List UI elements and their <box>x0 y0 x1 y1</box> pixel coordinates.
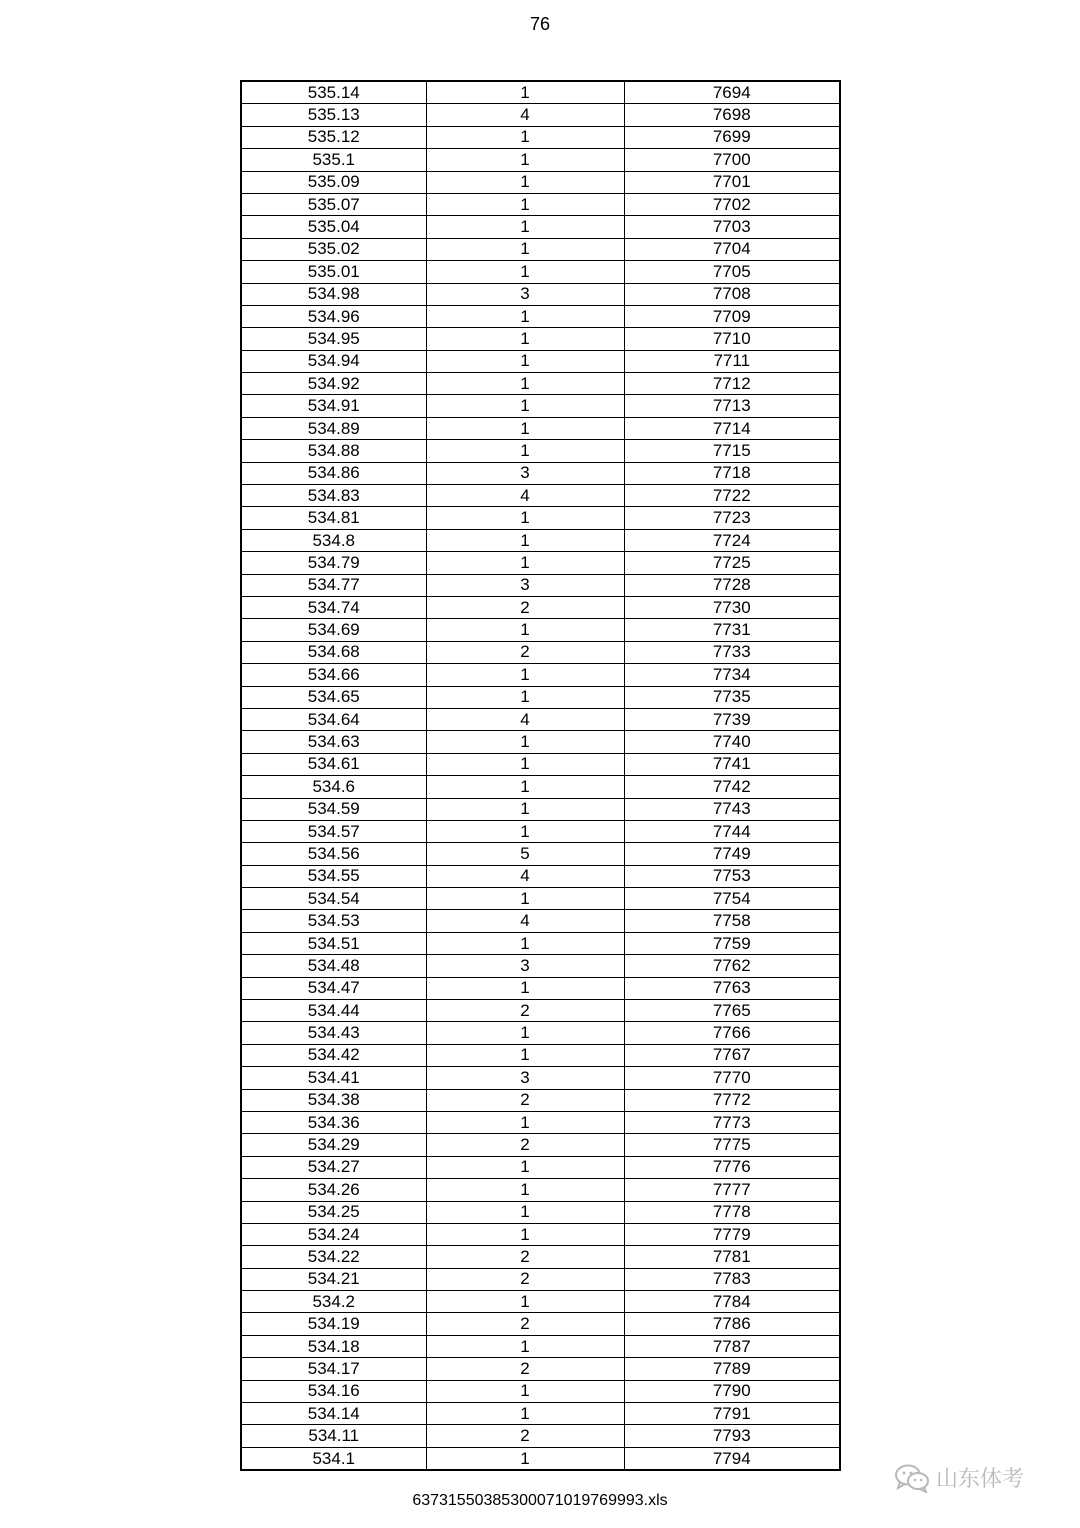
count-cell: 4 <box>426 910 624 932</box>
count-cell: 1 <box>426 1291 624 1313</box>
score-cell: 534.88 <box>241 440 426 462</box>
table-row <box>241 238 840 260</box>
score-cell: 534.24 <box>241 1223 426 1245</box>
table-body <box>241 81 840 1470</box>
count-cell: 1 <box>426 1403 624 1425</box>
count-cell: 2 <box>426 1000 624 1022</box>
cumulative-cell: 7766 <box>624 1022 840 1044</box>
watermark-text: 山东体考 <box>936 1467 1025 1492</box>
page-number: 76 <box>529 14 551 34</box>
count-cell: 1 <box>426 305 624 327</box>
table-row <box>241 1067 840 1089</box>
count-cell: 1 <box>426 328 624 350</box>
table-row <box>241 776 840 798</box>
score-cell: 535.09 <box>241 171 426 193</box>
footer-filename: 63731550385300071019769993.xls <box>412 1492 668 1509</box>
count-cell: 1 <box>426 417 624 439</box>
table-row <box>241 1134 840 1156</box>
cumulative-cell: 7777 <box>624 1179 840 1201</box>
count-cell: 1 <box>426 440 624 462</box>
count-cell: 1 <box>426 529 624 551</box>
count-cell: 1 <box>426 261 624 283</box>
table-row <box>241 283 840 305</box>
table-row <box>241 843 840 865</box>
count-cell: 1 <box>426 507 624 529</box>
score-cell: 534.47 <box>241 977 426 999</box>
table-row <box>241 888 840 910</box>
cumulative-cell: 7794 <box>624 1447 840 1470</box>
table-row <box>241 529 840 551</box>
count-cell: 1 <box>426 753 624 775</box>
table-row <box>241 574 840 596</box>
count-cell: 1 <box>426 126 624 148</box>
cumulative-cell: 7701 <box>624 171 840 193</box>
score-cell: 534.61 <box>241 753 426 775</box>
cumulative-cell: 7703 <box>624 216 840 238</box>
score-cell: 534.59 <box>241 798 426 820</box>
count-cell: 1 <box>426 1156 624 1178</box>
count-cell: 2 <box>426 1313 624 1335</box>
cumulative-cell: 7753 <box>624 865 840 887</box>
cumulative-cell: 7786 <box>624 1313 840 1335</box>
table-row <box>241 261 840 283</box>
table-row <box>241 1268 840 1290</box>
score-cell: 534.6 <box>241 776 426 798</box>
score-cell: 534.92 <box>241 373 426 395</box>
score-cell: 534.95 <box>241 328 426 350</box>
score-cell: 534.14 <box>241 1403 426 1425</box>
table-row <box>241 664 840 686</box>
count-cell: 1 <box>426 731 624 753</box>
cumulative-cell: 7699 <box>624 126 840 148</box>
count-cell: 3 <box>426 462 624 484</box>
score-cell: 535.1 <box>241 149 426 171</box>
count-cell: 2 <box>426 596 624 618</box>
count-cell: 1 <box>426 81 624 104</box>
count-cell: 3 <box>426 1067 624 1089</box>
table-row <box>241 1022 840 1044</box>
cumulative-cell: 7772 <box>624 1089 840 1111</box>
score-cell: 534.77 <box>241 574 426 596</box>
table-row <box>241 1447 840 1470</box>
cumulative-cell: 7722 <box>624 485 840 507</box>
score-cell: 534.66 <box>241 664 426 686</box>
count-cell: 5 <box>426 843 624 865</box>
table-row <box>241 171 840 193</box>
table-row <box>241 462 840 484</box>
score-cell: 534.53 <box>241 910 426 932</box>
table-row <box>241 932 840 954</box>
cumulative-cell: 7759 <box>624 932 840 954</box>
count-cell: 3 <box>426 574 624 596</box>
score-cell: 534.26 <box>241 1179 426 1201</box>
table-row <box>241 395 840 417</box>
table-row <box>241 820 840 842</box>
table-row <box>241 1044 840 1066</box>
cumulative-cell: 7724 <box>624 529 840 551</box>
table-row <box>241 1089 840 1111</box>
count-cell: 2 <box>426 1134 624 1156</box>
table-row <box>241 619 840 641</box>
cumulative-cell: 7714 <box>624 417 840 439</box>
score-cell: 535.07 <box>241 193 426 215</box>
table-row <box>241 686 840 708</box>
cumulative-cell: 7791 <box>624 1403 840 1425</box>
table-row <box>241 708 840 730</box>
table-row <box>241 865 840 887</box>
wechat-icon <box>894 1463 930 1493</box>
cumulative-cell: 7723 <box>624 507 840 529</box>
score-cell: 534.91 <box>241 395 426 417</box>
count-cell: 2 <box>426 1246 624 1268</box>
cumulative-cell: 7749 <box>624 843 840 865</box>
count-cell: 1 <box>426 977 624 999</box>
score-cell: 534.69 <box>241 619 426 641</box>
count-cell: 4 <box>426 865 624 887</box>
table-row <box>241 81 840 104</box>
table-row <box>241 328 840 350</box>
table-row <box>241 216 840 238</box>
score-cell: 535.01 <box>241 261 426 283</box>
count-cell: 1 <box>426 216 624 238</box>
table-row <box>241 977 840 999</box>
score-cell: 534.68 <box>241 641 426 663</box>
cumulative-cell: 7743 <box>624 798 840 820</box>
score-cell: 534.81 <box>241 507 426 529</box>
score-cell: 534.96 <box>241 305 426 327</box>
score-cell: 534.94 <box>241 350 426 372</box>
cumulative-cell: 7713 <box>624 395 840 417</box>
table-row <box>241 798 840 820</box>
cumulative-cell: 7711 <box>624 350 840 372</box>
count-cell: 1 <box>426 373 624 395</box>
score-cell: 534.42 <box>241 1044 426 1066</box>
cumulative-cell: 7708 <box>624 283 840 305</box>
count-cell: 1 <box>426 1022 624 1044</box>
cumulative-cell: 7705 <box>624 261 840 283</box>
count-cell: 1 <box>426 1179 624 1201</box>
cumulative-cell: 7781 <box>624 1246 840 1268</box>
cumulative-cell: 7773 <box>624 1111 840 1133</box>
count-cell: 2 <box>426 1358 624 1380</box>
score-cell: 534.44 <box>241 1000 426 1022</box>
score-cell: 534.38 <box>241 1089 426 1111</box>
score-cell: 534.54 <box>241 888 426 910</box>
score-cell: 534.1 <box>241 1447 426 1470</box>
table-row <box>241 126 840 148</box>
table-row <box>241 417 840 439</box>
cumulative-cell: 7710 <box>624 328 840 350</box>
score-cell: 535.12 <box>241 126 426 148</box>
count-cell: 2 <box>426 1425 624 1447</box>
table-row <box>241 350 840 372</box>
cumulative-cell: 7718 <box>624 462 840 484</box>
score-cell: 534.79 <box>241 552 426 574</box>
count-cell: 1 <box>426 1447 624 1470</box>
table-row <box>241 1335 840 1357</box>
table-row <box>241 1313 840 1335</box>
cumulative-cell: 7783 <box>624 1268 840 1290</box>
cumulative-cell: 7715 <box>624 440 840 462</box>
cumulative-cell: 7704 <box>624 238 840 260</box>
count-cell: 1 <box>426 932 624 954</box>
cumulative-cell: 7767 <box>624 1044 840 1066</box>
table-row <box>241 305 840 327</box>
score-cell: 534.22 <box>241 1246 426 1268</box>
table-row <box>241 1380 840 1402</box>
table-row <box>241 1000 840 1022</box>
cumulative-cell: 7735 <box>624 686 840 708</box>
table-row <box>241 910 840 932</box>
cumulative-cell: 7789 <box>624 1358 840 1380</box>
table-row <box>241 507 840 529</box>
cumulative-cell: 7709 <box>624 305 840 327</box>
score-cell: 534.2 <box>241 1291 426 1313</box>
score-cell: 534.56 <box>241 843 426 865</box>
count-cell: 1 <box>426 1201 624 1223</box>
count-cell: 1 <box>426 619 624 641</box>
count-cell: 1 <box>426 171 624 193</box>
table-row <box>241 373 840 395</box>
table-row <box>241 641 840 663</box>
cumulative-cell: 7793 <box>624 1425 840 1447</box>
table-row <box>241 440 840 462</box>
table-row <box>241 1246 840 1268</box>
score-cell: 534.98 <box>241 283 426 305</box>
watermark <box>894 1462 1024 1493</box>
table-row <box>241 149 840 171</box>
count-cell: 1 <box>426 1380 624 1402</box>
count-cell: 3 <box>426 955 624 977</box>
table-row <box>241 1403 840 1425</box>
count-cell: 1 <box>426 238 624 260</box>
cumulative-cell: 7754 <box>624 888 840 910</box>
count-cell: 4 <box>426 104 624 126</box>
count-cell: 3 <box>426 283 624 305</box>
count-cell: 1 <box>426 798 624 820</box>
count-cell: 1 <box>426 1111 624 1133</box>
score-cell: 534.8 <box>241 529 426 551</box>
score-cell: 534.64 <box>241 708 426 730</box>
count-cell: 1 <box>426 1335 624 1357</box>
cumulative-cell: 7770 <box>624 1067 840 1089</box>
count-cell: 1 <box>426 552 624 574</box>
table-row <box>241 731 840 753</box>
score-cell: 534.43 <box>241 1022 426 1044</box>
cumulative-cell: 7740 <box>624 731 840 753</box>
table-row <box>241 596 840 618</box>
table-row <box>241 1425 840 1447</box>
cumulative-cell: 7742 <box>624 776 840 798</box>
cumulative-cell: 7728 <box>624 574 840 596</box>
score-cell: 534.57 <box>241 820 426 842</box>
score-cell: 534.55 <box>241 865 426 887</box>
count-cell: 1 <box>426 395 624 417</box>
cumulative-cell: 7744 <box>624 820 840 842</box>
score-cell: 534.83 <box>241 485 426 507</box>
cumulative-cell: 7784 <box>624 1291 840 1313</box>
score-cell: 534.25 <box>241 1201 426 1223</box>
table-row <box>241 193 840 215</box>
count-cell: 2 <box>426 641 624 663</box>
count-cell: 1 <box>426 1223 624 1245</box>
score-cell: 534.19 <box>241 1313 426 1335</box>
count-cell: 1 <box>426 686 624 708</box>
cumulative-cell: 7702 <box>624 193 840 215</box>
cumulative-cell: 7778 <box>624 1201 840 1223</box>
count-cell: 1 <box>426 1044 624 1066</box>
score-cell: 534.65 <box>241 686 426 708</box>
cumulative-cell: 7775 <box>624 1134 840 1156</box>
cumulative-cell: 7790 <box>624 1380 840 1402</box>
count-cell: 1 <box>426 664 624 686</box>
score-cell: 534.48 <box>241 955 426 977</box>
cumulative-cell: 7776 <box>624 1156 840 1178</box>
cumulative-cell: 7731 <box>624 619 840 641</box>
cumulative-cell: 7700 <box>624 149 840 171</box>
cumulative-cell: 7730 <box>624 596 840 618</box>
score-cell: 534.18 <box>241 1335 426 1357</box>
count-cell: 2 <box>426 1268 624 1290</box>
score-cell: 534.63 <box>241 731 426 753</box>
table-row <box>241 1223 840 1245</box>
score-cell: 534.17 <box>241 1358 426 1380</box>
score-cell: 535.04 <box>241 216 426 238</box>
score-cell: 534.51 <box>241 932 426 954</box>
cumulative-cell: 7725 <box>624 552 840 574</box>
score-cell: 534.36 <box>241 1111 426 1133</box>
count-cell: 1 <box>426 350 624 372</box>
score-cell: 534.29 <box>241 1134 426 1156</box>
cumulative-cell: 7763 <box>624 977 840 999</box>
score-cell: 534.21 <box>241 1268 426 1290</box>
cumulative-cell: 7694 <box>624 81 840 104</box>
table-row <box>241 1291 840 1313</box>
count-cell: 1 <box>426 149 624 171</box>
count-cell: 2 <box>426 1089 624 1111</box>
cumulative-cell: 7739 <box>624 708 840 730</box>
cumulative-cell: 7698 <box>624 104 840 126</box>
score-cell: 535.13 <box>241 104 426 126</box>
table-row <box>241 1358 840 1380</box>
table-row <box>241 485 840 507</box>
cumulative-cell: 7758 <box>624 910 840 932</box>
cumulative-cell: 7762 <box>624 955 840 977</box>
count-cell: 4 <box>426 485 624 507</box>
score-cell: 534.86 <box>241 462 426 484</box>
cumulative-cell: 7733 <box>624 641 840 663</box>
count-cell: 1 <box>426 776 624 798</box>
table-row <box>241 753 840 775</box>
score-cell: 534.27 <box>241 1156 426 1178</box>
table-row <box>241 955 840 977</box>
cumulative-cell: 7787 <box>624 1335 840 1357</box>
score-cell: 534.74 <box>241 596 426 618</box>
score-cell: 534.89 <box>241 417 426 439</box>
table-row <box>241 552 840 574</box>
count-cell: 1 <box>426 193 624 215</box>
count-cell: 4 <box>426 708 624 730</box>
score-cell: 534.11 <box>241 1425 426 1447</box>
cumulative-cell: 7779 <box>624 1223 840 1245</box>
table-row <box>241 104 840 126</box>
table-row <box>241 1201 840 1223</box>
score-table <box>240 80 841 1471</box>
score-cell: 535.14 <box>241 81 426 104</box>
count-cell: 1 <box>426 888 624 910</box>
score-cell: 534.16 <box>241 1380 426 1402</box>
cumulative-cell: 7712 <box>624 373 840 395</box>
cumulative-cell: 7741 <box>624 753 840 775</box>
cumulative-cell: 7765 <box>624 1000 840 1022</box>
score-cell: 534.41 <box>241 1067 426 1089</box>
count-cell: 1 <box>426 820 624 842</box>
table-row <box>241 1111 840 1133</box>
cumulative-cell: 7734 <box>624 664 840 686</box>
score-cell: 535.02 <box>241 238 426 260</box>
table-row <box>241 1156 840 1178</box>
table-row <box>241 1179 840 1201</box>
